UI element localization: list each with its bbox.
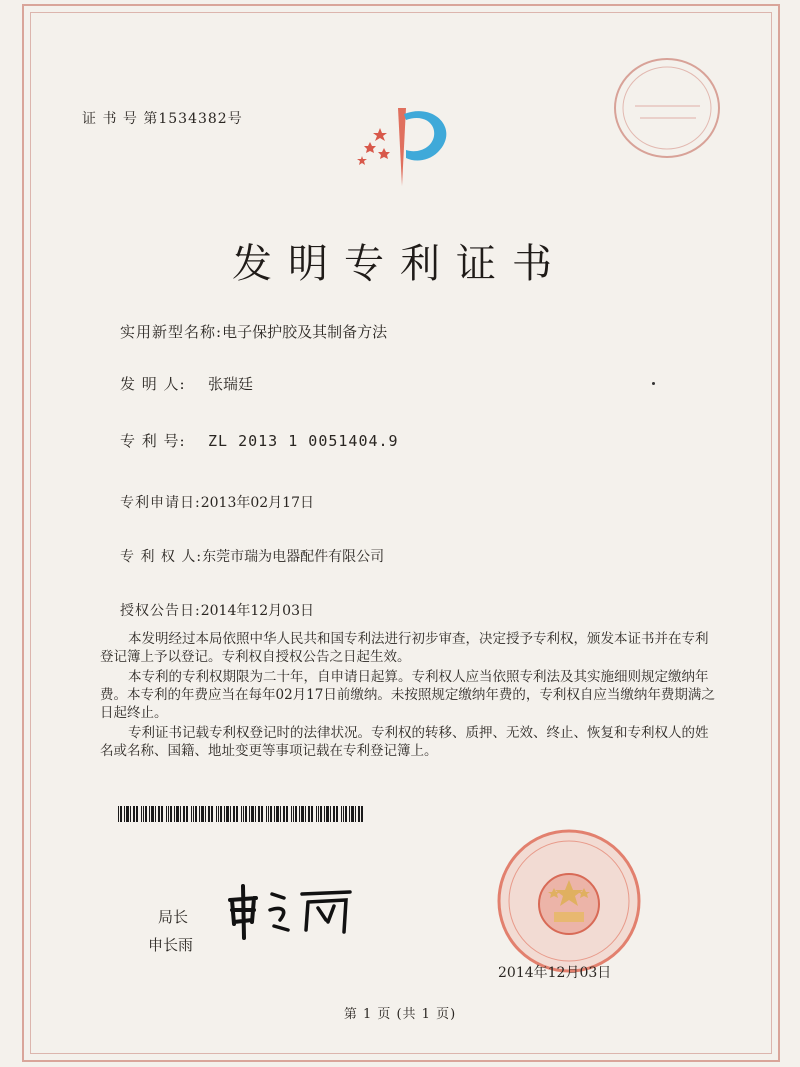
patent-holder-value: 东莞市瑞为电器配件有限公司 bbox=[202, 549, 385, 565]
barcode-bar bbox=[249, 806, 250, 822]
filing-date-label: 专利申请日: bbox=[120, 495, 201, 511]
barcode-bar bbox=[268, 806, 269, 822]
barcode-bar bbox=[293, 806, 294, 822]
barcode-bar bbox=[301, 806, 304, 822]
barcode-icon bbox=[118, 806, 364, 822]
legal-status-paragraph bbox=[100, 724, 720, 760]
barcode-bar bbox=[299, 806, 300, 822]
barcode-bar bbox=[266, 806, 267, 822]
barcode-bar bbox=[336, 806, 338, 822]
barcode-bar bbox=[151, 806, 154, 822]
barcode-bar bbox=[168, 806, 169, 822]
patent-holder-field bbox=[120, 546, 384, 566]
legal-status-paragraph-text: 专利证书记载专利权登记时的法律状况。专利权的转移、质押、无效、终止、恢复和专利权人的姓名或名称、国籍、地址变更等事项记载在专利登记簿上。 bbox=[100, 725, 709, 759]
term-paragraph-text: 本专利的专利权期限为二十年，自申请日起算。专利权人应当依照专利法及其实施细则规定缴纳年费。本专利的年费应当在每年02月17日前缴纳。未按照规定缴纳年费的，专利权自应当缴纳年费期满之日起终止。 bbox=[100, 669, 715, 721]
barcode-bar bbox=[305, 806, 306, 822]
barcode-bar bbox=[211, 806, 213, 822]
barcode-bar bbox=[311, 806, 313, 822]
barcode-bar bbox=[345, 806, 347, 822]
barcode-bar bbox=[245, 806, 247, 822]
director-title: 局长 bbox=[158, 908, 189, 926]
barcode-bar bbox=[133, 806, 135, 822]
grant-paragraph-text: 本发明经过本局依照中华人民共和国专利法进行初步审查，决定授予专利权，颁发本证书并在专利登记簿上予以登记。专利权自授权公告之日起生效。 bbox=[100, 631, 709, 665]
barcode-bar bbox=[351, 806, 354, 822]
barcode-bar bbox=[191, 806, 192, 822]
barcode-bar bbox=[183, 806, 185, 822]
barcode-bar bbox=[155, 806, 156, 822]
issue-date: 2014年12月03日 bbox=[498, 965, 612, 981]
barcode-bar bbox=[124, 806, 125, 822]
barcode-bar bbox=[224, 806, 225, 822]
barcode-bar bbox=[251, 806, 254, 822]
inventor-value: 张瑞廷 bbox=[208, 375, 254, 393]
patent-number-field bbox=[120, 430, 399, 451]
certificate-title: 发明专利证书 bbox=[232, 241, 568, 287]
barcode-bar bbox=[161, 806, 163, 822]
barcode-bar bbox=[176, 806, 179, 822]
barcode-bar bbox=[255, 806, 256, 822]
barcode-bar bbox=[326, 806, 329, 822]
barcode-bar bbox=[220, 806, 222, 822]
barcode-bar bbox=[276, 806, 279, 822]
certificate-number: 证 书 号 第1534382号 bbox=[82, 111, 243, 127]
barcode-bar bbox=[130, 806, 131, 822]
patent-number-value: ZL 2013 1 0051404.9 bbox=[208, 432, 399, 450]
barcode-bar bbox=[333, 806, 335, 822]
barcode-bar bbox=[316, 806, 317, 822]
barcode-bar bbox=[355, 806, 356, 822]
barcode-bar bbox=[199, 806, 200, 822]
director-signature-icon bbox=[222, 880, 362, 940]
patent-office-logo-icon bbox=[340, 100, 460, 190]
director-name: 申长雨 bbox=[148, 936, 194, 954]
barcode-bar bbox=[349, 806, 350, 822]
barcode-bar bbox=[136, 806, 138, 822]
barcode-bar bbox=[358, 806, 360, 822]
barcode-bar bbox=[149, 806, 150, 822]
barcode-bar bbox=[216, 806, 217, 822]
announcement-date-value: 2014年12月03日 bbox=[200, 603, 314, 619]
official-seal-icon bbox=[484, 826, 654, 976]
barcode-bar bbox=[236, 806, 238, 822]
barcode-bar bbox=[145, 806, 147, 822]
barcode-bar bbox=[261, 806, 263, 822]
announcement-date-label: 授权公告日: bbox=[120, 603, 201, 619]
barcode-bar bbox=[143, 806, 144, 822]
barcode-bar bbox=[280, 806, 281, 822]
barcode-bar bbox=[201, 806, 204, 822]
barcode-bar bbox=[226, 806, 229, 822]
barcode-bar bbox=[195, 806, 197, 822]
barcode-bar bbox=[141, 806, 142, 822]
term-paragraph bbox=[100, 668, 720, 722]
barcode-bar bbox=[118, 806, 119, 822]
barcode-bar bbox=[170, 806, 172, 822]
top-seal-icon bbox=[610, 54, 725, 162]
barcode-bar bbox=[233, 806, 235, 822]
speck-mark bbox=[652, 382, 655, 385]
filing-date-value: 2013年02月17日 bbox=[200, 495, 314, 511]
patent-number-label: 专 利 号: bbox=[120, 432, 186, 450]
barcode-bar bbox=[320, 806, 322, 822]
utility-name-value: 电子保护胶及其制备方法 bbox=[222, 323, 388, 341]
barcode-bar bbox=[361, 806, 363, 822]
inventor-label: 发 明 人: bbox=[120, 375, 186, 393]
barcode-bar bbox=[186, 806, 188, 822]
page-indicator: 第 1 页 (共 1 页) bbox=[343, 1007, 457, 1022]
barcode-bar bbox=[283, 806, 285, 822]
announcement-date-field bbox=[120, 600, 314, 620]
barcode-bar bbox=[205, 806, 206, 822]
barcode-bar bbox=[243, 806, 244, 822]
barcode-bar bbox=[286, 806, 288, 822]
barcode-bar bbox=[241, 806, 242, 822]
barcode-bar bbox=[324, 806, 325, 822]
barcode-bar bbox=[120, 806, 122, 822]
barcode-bar bbox=[230, 806, 231, 822]
barcode-bar bbox=[291, 806, 292, 822]
barcode-bar bbox=[308, 806, 310, 822]
barcode-bar bbox=[274, 806, 275, 822]
barcode-bar bbox=[343, 806, 344, 822]
barcode-bar bbox=[193, 806, 194, 822]
barcode-bar bbox=[295, 806, 297, 822]
barcode-bar bbox=[166, 806, 167, 822]
barcode-bar bbox=[158, 806, 160, 822]
utility-name-label: 实用新型名称: bbox=[120, 323, 223, 341]
barcode-bar bbox=[270, 806, 272, 822]
utility-name-field bbox=[120, 321, 387, 342]
barcode-bar bbox=[180, 806, 181, 822]
inventor-field bbox=[120, 373, 253, 394]
barcode-bar bbox=[208, 806, 210, 822]
barcode-bar bbox=[174, 806, 175, 822]
barcode-bar bbox=[318, 806, 319, 822]
barcode-bar bbox=[126, 806, 129, 822]
barcode-bar bbox=[341, 806, 342, 822]
barcode-bar bbox=[218, 806, 219, 822]
barcode-bar bbox=[258, 806, 260, 822]
filing-date-field bbox=[120, 492, 314, 512]
patent-holder-label: 专 利 权 人: bbox=[120, 549, 203, 565]
grant-paragraph bbox=[100, 630, 720, 666]
barcode-bar bbox=[330, 806, 331, 822]
